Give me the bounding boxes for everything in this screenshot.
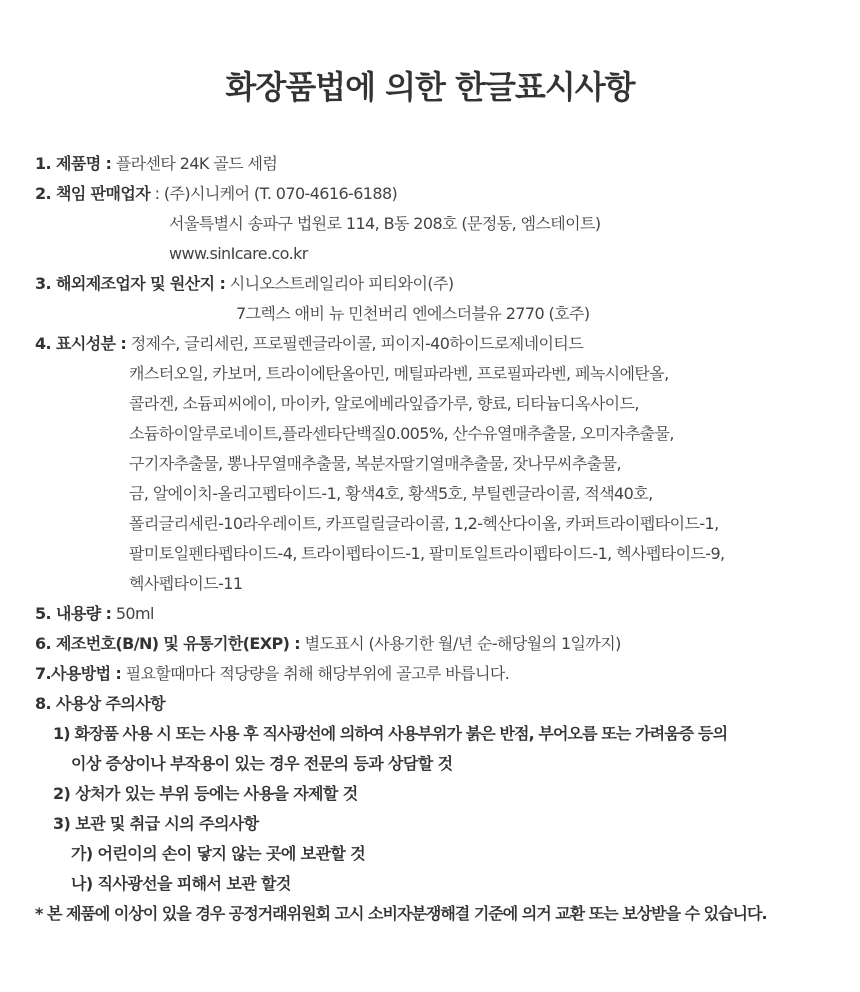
precaution-item-continued: 이상 증상이나 부작용이 있는 경우 전문의 등과 상담할 것 bbox=[71, 754, 453, 773]
ingredients-line: 금, 알에이치-올리고펩타이드-1, 황색4호, 황색5호, 부틸렌글라이콜, 적색40호, bbox=[129, 484, 653, 503]
usage-row bbox=[35, 663, 509, 685]
product-name-label: 1. 제품명 : bbox=[35, 154, 112, 173]
volume-value: 50ml bbox=[115, 604, 154, 623]
seller-value: : (주)시니케어 (T. 070-4616-6188) bbox=[150, 184, 398, 203]
batch-expiry-row bbox=[35, 633, 621, 655]
seller-address: 서울특별시 송파구 법원로 114, B동 208호 (문정동, 엠스테이트) bbox=[169, 214, 601, 233]
product-name-value: 플라센타 24K 골드 세럼 bbox=[115, 154, 278, 173]
seller-website: www.sinIcare.co.kr bbox=[169, 244, 308, 263]
page-title: 화장품법에 의한 한글표시사항 bbox=[225, 68, 635, 106]
seller-row bbox=[35, 183, 397, 205]
precautions-heading: 8. 사용상 주의사항 bbox=[35, 694, 165, 713]
ingredients-line: 소듐하이알루로네이트,플라센타단백질0.005%, 산수유열매추출물, 오미자추출물, bbox=[129, 424, 674, 443]
seller-label: 2. 책임 판매업자 bbox=[35, 184, 151, 203]
batch-expiry-value: 별도표시 (사용기한 월/년 순-해당월의 1일까지) bbox=[304, 634, 621, 653]
manufacturer-row bbox=[35, 273, 454, 295]
ingredients-line: 정제수, 글리세린, 프로필렌글라이콜, 피이지-40하이드로제네이티드 bbox=[130, 334, 584, 353]
ingredients-line: 캐스터오일, 카보머, 트라이에탄올아민, 메틸파라벤, 프로필파라벤, 페녹시에탄올, bbox=[129, 364, 669, 383]
ingredients-line: 팔미토일펜타펩타이드-4, 트라이펩타이드-1, 팔미토일트라이펩타이드-1, 헥사펩타이드-9, bbox=[129, 544, 725, 563]
manufacturer-address: 7그렉스 애비 뉴 민천버리 엔에스더블유 2770 (호주) bbox=[236, 304, 590, 323]
precaution-item: 1) 화장품 사용 시 또는 사용 후 직사광선에 의하여 사용부위가 붉은 반점, 부어오름 또는 가려움증 등의 bbox=[53, 724, 728, 743]
usage-label: 7.사용방법 : bbox=[35, 664, 122, 683]
batch-expiry-label: 6. 제조번호(B/N) 및 유통기한(EXP) : bbox=[35, 634, 301, 653]
ingredients-line: 헥사펩타이드-11 bbox=[129, 574, 243, 593]
ingredients-row bbox=[35, 333, 583, 355]
ingredients-label: 4. 표시성분 : bbox=[35, 334, 127, 353]
volume-label: 5. 내용량 : bbox=[35, 604, 112, 623]
ingredients-line: 구기자추출물, 뽕나무열매추출물, 복분자딸기열매추출물, 잣나무씨추출물, bbox=[129, 454, 621, 473]
precaution-item: 3) 보관 및 취급 시의 주의사항 bbox=[53, 814, 259, 833]
ingredients-line: 폴리글리세린-10라우레이트, 카프릴릴글라이콜, 1,2-헥산다이올, 카퍼트라이펩타이드-1, bbox=[129, 514, 719, 533]
volume-row bbox=[35, 603, 154, 625]
storage-subitem: 가) 어린이의 손이 닿지 않는 곳에 보관할 것 bbox=[71, 844, 366, 863]
usage-value: 필요할때마다 적당량을 취해 해당부위에 골고루 바릅니다. bbox=[125, 664, 510, 683]
precaution-item: 2) 상처가 있는 부위 등에는 사용을 자제할 것 bbox=[53, 784, 358, 803]
product-name-row bbox=[35, 153, 277, 175]
manufacturer-label: 3. 해외제조업자 및 원산지 : bbox=[35, 274, 226, 293]
consumer-notice: * 본 제품에 이상이 있을 경우 공정거래위원회 고시 소비자분쟁해결 기준에 의거 교환 또는 보상받을 수 있습니다. bbox=[35, 904, 767, 923]
ingredients-line: 콜라겐, 소듐피씨에이, 마이카, 알로에베라잎즙가루, 향료, 티타늄디옥사이드, bbox=[129, 394, 639, 413]
manufacturer-value: 시니오스트레일리아 피티와이(주) bbox=[229, 274, 454, 293]
storage-subitem: 나) 직사광선을 피해서 보관 할것 bbox=[71, 874, 291, 893]
